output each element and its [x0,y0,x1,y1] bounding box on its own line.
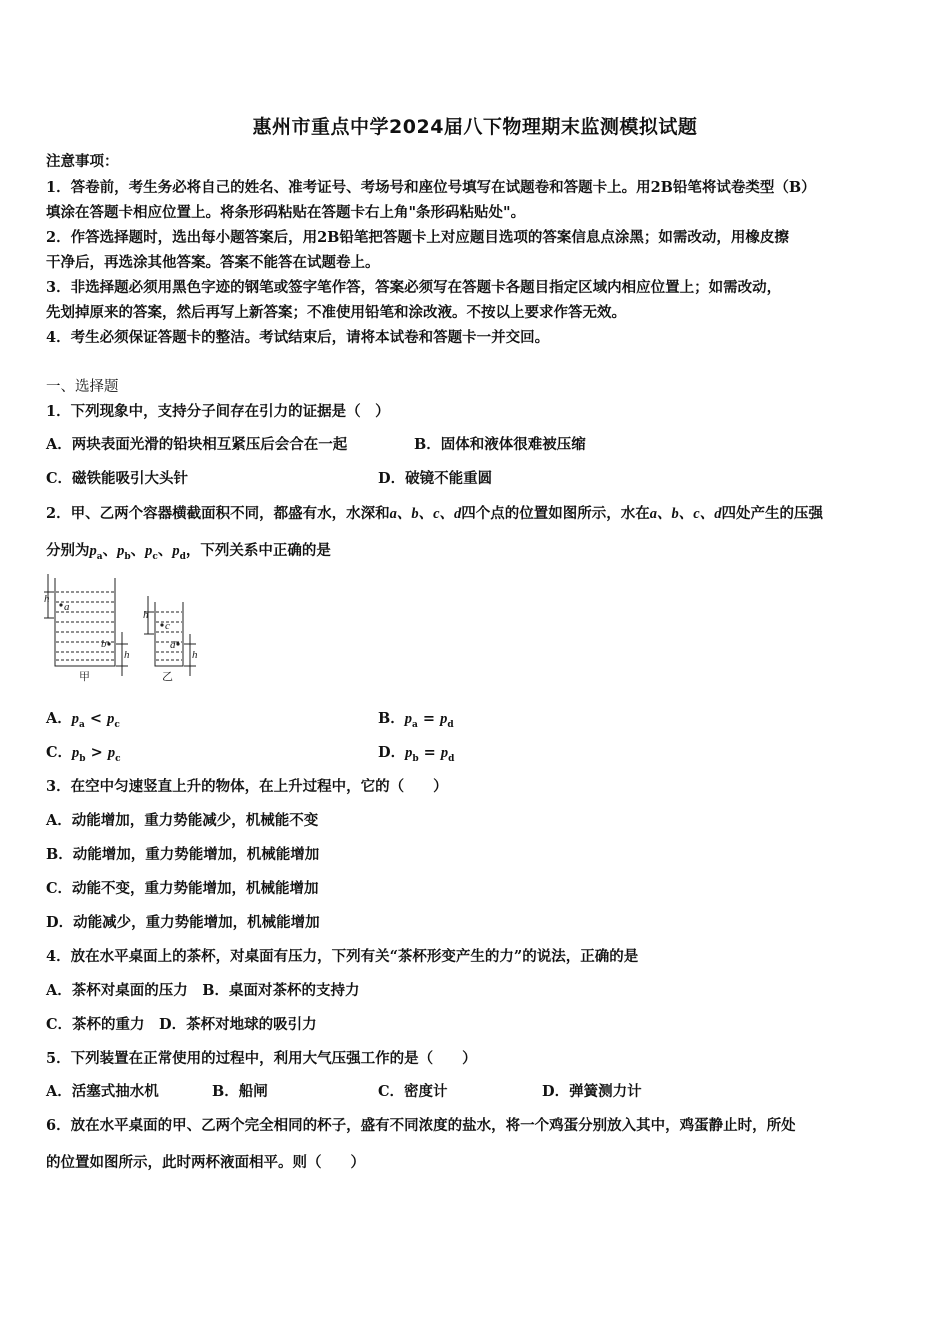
point-c [160,623,163,626]
label-c: c [165,620,170,632]
q1-stem: 1．下列现象中，支持分子间存在引力的证据是（ ） [46,403,390,420]
label-h: h [44,593,50,605]
q1-option-c: C．磁铁能吸引大头针 [46,470,189,487]
q5-option-a: A．活塞式抽水机 [46,1083,159,1100]
q3-option-b: B．动能增加，重力势能增加，机械能增加 [46,846,320,863]
q3-stem: 3．在空中匀速竖直上升的物体，在上升过程中，它的（ ） [46,778,448,795]
notice-line: 干净后，再选涂其他答案。答案不能答在试题卷上。 [46,254,380,271]
label-h: h [143,609,149,621]
q2-option-c: C．$p_b > p_c$ [46,744,121,764]
notice-heading: 注意事项： [46,153,119,170]
q2-option-a: A．$p_a < p_c$ [46,710,120,730]
point-b [107,642,110,645]
notice-line: 先划掉原来的答案，然后再写上新答案；不准使用铅笔和涂改液。不按以上要求作答无效。 [46,304,626,321]
notice-line: 1．答卷前，考生务必将自己的姓名、准考证号、考场号和座位号填写在试题卷和答题卡上。用2B铅笔将试卷类型（B） [46,179,816,196]
label-jia: 甲 [79,670,90,683]
point-d [176,642,179,645]
notice-line: 4．考生必须保证答题卡的整洁。考试结束后，请将本试卷和答题卡一并交回。 [46,329,550,346]
label-b: b [101,638,107,650]
q3-option-a: A．动能增加，重力势能减少，机械能不变 [46,812,319,829]
containers-figure [40,568,210,686]
q2-option-b: B．$p_a = p_d$ [378,710,454,730]
q2-option-d: D．$p_b = p_d$ [378,744,455,764]
q2-stem-line1: 2．甲、乙两个容器横截面积不同，都盛有水，水深和a、b、c、d四个点的位置如图所示，水在a、b、c、d四处产生的压强 [46,505,823,522]
label-h: h [124,649,130,661]
q5-stem: 5．下列装置在正常使用的过程中，利用大气压强工作的是（ ） [46,1050,477,1067]
notice-line: 填涂在答题卡相应位置上。将条形码粘贴在答题卡右上角"条形码粘贴处"。 [46,204,526,221]
label-a: a [64,601,70,613]
notice-line: 2．作答选择题时，选出每小题答案后，用2B铅笔把答题卡上对应题目选项的答案信息点涂黑；如需改动，用橡皮擦 [46,229,789,246]
label-yi: 乙 [162,670,173,683]
q6-stem-line2: 的位置如图所示，此时两杯液面相平。则（ ） [46,1154,365,1171]
q4-stem: 4．放在水平桌面上的茶杯，对桌面有压力，下列有关“茶杯形变产生的力”的说法，正确的是 [46,948,639,965]
q1-option-d: D．破镜不能重圆 [378,470,493,487]
notice-line: 3．非选择题必须用黑色字迹的钢笔或签字笔作答，答案必须写在答题卡各题目指定区域内相应位置上；如需改动， [46,279,782,296]
section-heading: 一、选择题 [46,379,119,395]
q5-option-b: B．船闸 [212,1083,268,1100]
q4-options-ab: A．茶杯对桌面的压力 B．桌面对茶杯的支持力 [46,982,360,999]
q4-options-cd: C．茶杯的重力 D．茶杯对地球的吸引力 [46,1016,317,1033]
exam-title: 惠州市重点中学2024届八下物理期末监测模拟试题 [252,116,698,138]
q5-option-c: C．密度计 [378,1083,448,1100]
q1-option-b: B．固体和液体很难被压缩 [414,436,586,453]
point-a [59,603,62,606]
label-h: h [192,649,198,661]
q2-stem-line2: 分别为$p_a$、$p_b$、$p_c$、$p_d$，下列关系中正确的是 [46,542,331,562]
q3-option-d: D．动能减少，重力势能增加，机械能增加 [46,914,320,931]
q1-option-a: A．两块表面光滑的铅块相互紧压后会合在一起 [46,436,348,453]
q5-option-d: D．弹簧测力计 [542,1083,642,1100]
q3-option-c: C．动能不变，重力势能增加，机械能增加 [46,880,319,897]
q6-stem-line1: 6．放在水平桌面的甲、乙两个完全相同的杯子，盛有不同浓度的盐水，将一个鸡蛋分别放入其中，鸡蛋静止时，所处 [46,1117,796,1134]
label-d: d [170,639,176,651]
